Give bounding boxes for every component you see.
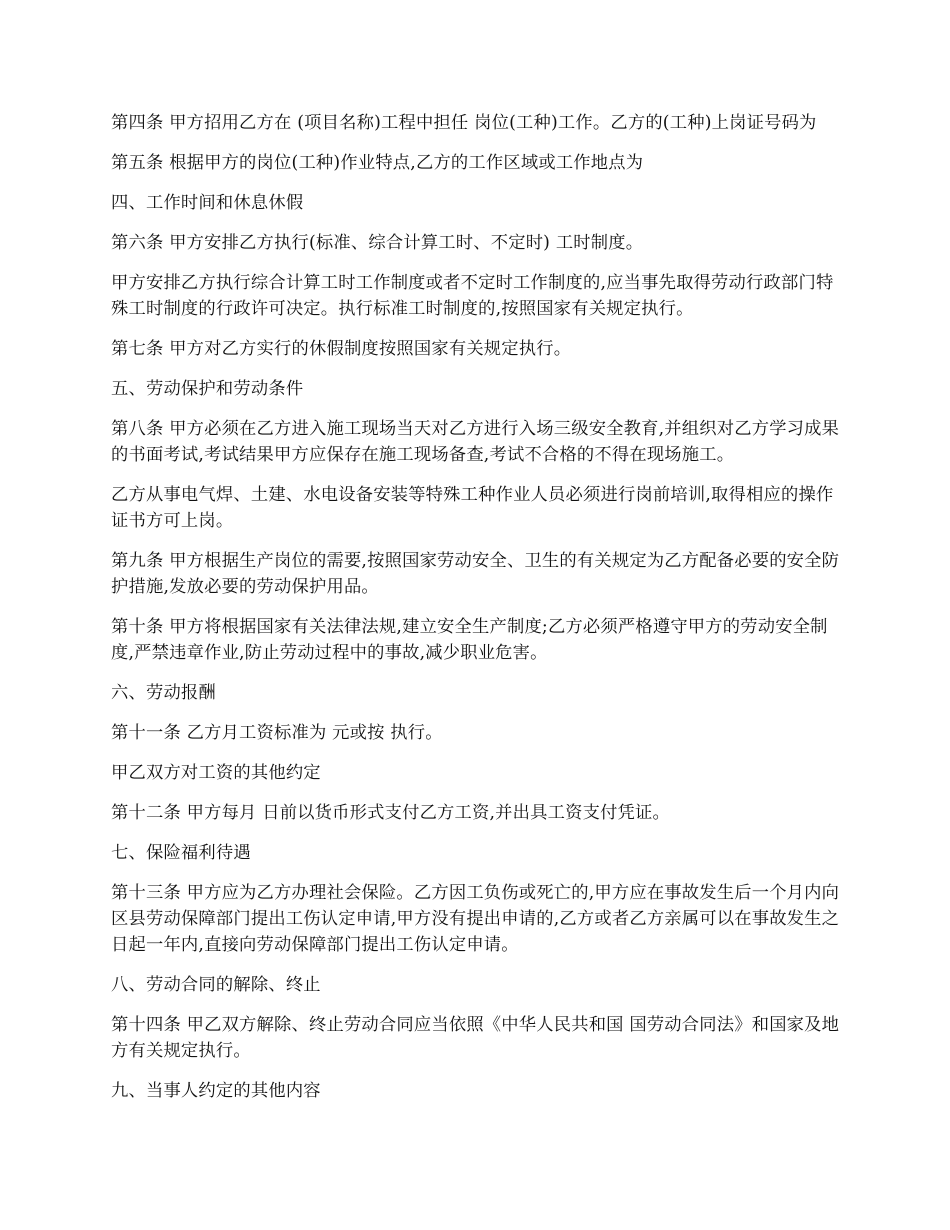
article-13-paragraph: 第十三条 甲方应为乙方办理社会保险。乙方因工负伤或死亡的,甲方应在事故发生后一个月内向区县劳动保障部门提出工伤认定申请,甲方没有提出申请的,乙方或者乙方亲属可以在事故发生之日起一年内,直接向劳动保障部门提出工伤认定申请。	[111, 883, 840, 955]
article-7-paragraph: 第七条 甲方对乙方实行的休假制度按照国家有关规定执行。	[111, 339, 572, 359]
article-8-paragraph: 第八条 甲方必须在乙方进入施工现场当天对乙方进行入场三级安全教育,并组织对乙方学习成果的书面考试,考试结果甲方应保存在施工现场备查,考试不合格的不得在现场施工。	[111, 419, 840, 465]
section-6-heading: 六、劳动报酬	[111, 683, 216, 703]
article-6-paragraph: 第六条 甲方安排乙方执行(标准、综合计算工时、不定时) 工时制度。	[111, 233, 644, 253]
article-9-paragraph: 第九条 甲方根据生产岗位的需要,按照国家劳动安全、卫生的有关规定为乙方配备必要的安全防护措施,发放必要的劳动保护用品。	[111, 551, 840, 597]
working-hours-paragraph: 甲方安排乙方执行综合计算工时工作制度或者不定时工作制度的,应当事先取得劳动行政部门特殊工时制度的行政许可决定。执行标准工时制度的,按照国家有关规定执行。	[111, 273, 834, 319]
article-10-paragraph: 第十条 甲方将根据国家有关法律法规,建立安全生产制度;乙方必须严格遵守甲方的劳动安全制度,严禁违章作业,防止劳动过程中的事故,减少职业危害。	[111, 617, 828, 663]
document-body	[111, 110, 841, 1118]
section-9-heading: 九、当事人约定的其他内容	[111, 1081, 321, 1101]
article-4-paragraph: 第四条 甲方招用乙方在 (项目名称)工程中担任 岗位(工种)工作。乙方的(工种)上岗证号码为	[111, 113, 817, 133]
section-8-heading: 八、劳动合同的解除、终止	[111, 975, 321, 995]
section-7-heading: 七、保险福利待遇	[111, 843, 251, 863]
section-4-heading: 四、工作时间和休息休假	[111, 193, 304, 213]
wage-agreement-paragraph: 甲乙双方对工资的其他约定	[111, 763, 321, 783]
article-12-paragraph: 第十二条 甲方每月 日前以货币形式支付乙方工资,并出具工资支付凭证。	[111, 803, 670, 823]
article-5-paragraph: 第五条 根据甲方的岗位(工种)作业特点,乙方的工作区域或工作地点为	[111, 153, 644, 173]
article-14-paragraph: 第十四条 甲乙双方解除、终止劳动合同应当依照《中华人民共和国 国劳动合同法》和国家及地方有关规定执行。	[111, 1015, 840, 1061]
article-11-paragraph: 第十一条 乙方月工资标准为 元或按 执行。	[111, 723, 443, 743]
section-5-heading: 五、劳动保护和劳动条件	[111, 379, 304, 399]
special-work-paragraph: 乙方从事电气焊、土建、水电设备安装等特殊工种作业人员必须进行岗前培训,取得相应的操作证书方可上岗。	[111, 485, 834, 531]
